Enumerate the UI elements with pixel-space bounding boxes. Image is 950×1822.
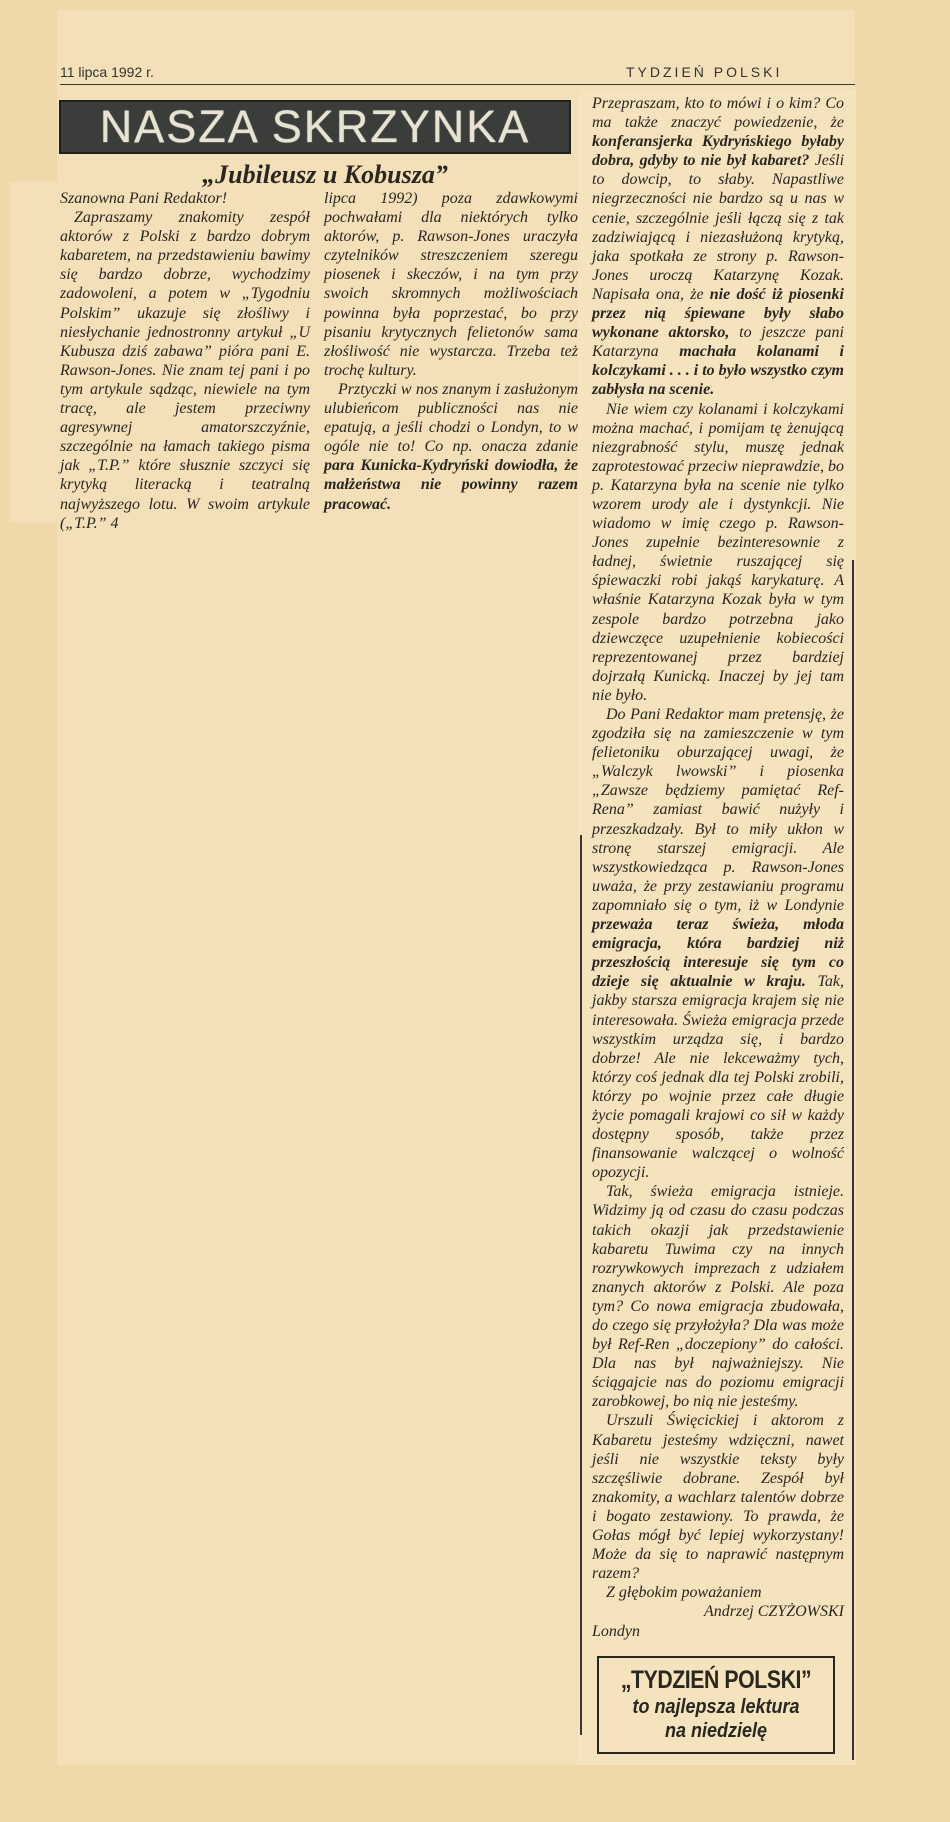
paragraph xyxy=(324,380,578,514)
bold-run: para Kunicka-Kydryński dowiodła, że małżeństwa nie powinny razem pracować. xyxy=(324,457,578,513)
paragraph: Zapraszamy znakomity zespół aktorów z Polski z bardzo dobrym kabaretem, na przedstawieniu bawimy się bardzo dobrze, wychodzimy zadowoleni, a potem w „Tygodniu Polskim” ukazuje się złośliwy i niesłychanie jednostronny artykuł „U Kubusza dziś zabawa” pióra pani E. Rawson-Jones. Nie znam tej pani i po tym artykule sądząc, niewiele na tym tracę, ale jestem przeciwny agresywnej amatorszczyźnie, szczególnie na łamach takiego pisma jak „T.P.” które słusznie szczyci się krytyką literacką i teatralną najwyższego lotu. W swoim artykule („T.P.” 4 xyxy=(60,209,310,532)
promo-line: to najlepsza lektura xyxy=(632,1696,800,1718)
closing: Z głębokim poważaniem xyxy=(606,1584,762,1602)
bold-run: nie dość iż piosenki przez nią śpiewane były słabo wykonane aktorsko, xyxy=(592,285,844,342)
header-rule xyxy=(60,84,855,85)
newspaper-name: TYDZIEŃ POLSKI xyxy=(626,64,783,80)
column-2 xyxy=(324,189,578,514)
section-title: NASZA SKRZYNKA xyxy=(99,101,531,152)
text-run: Do Pani Redaktor mam pretensję, że zgodziła się na zamieszczenie w tym felietoniku oburzającej uwagi, że „Walczyk lwowski” i piosenka „Zawsze będziemy pamiętać Ref-Rena” zamiast bawić nużyły i przeszkadzały. Był to miły ukłon w stronę starszej emigracji. Ale wszystkowiedząca p. Rawson-Jones uważa, że przy zestawianiu programu zapomniało się o tym, iż w Londynie xyxy=(592,706,844,914)
paragraph: Urszuli Święcickiej i aktorom z Kabaretu jesteśmy wdzięczni, nawet jeśli nie wszystkie teksty były szczęśliwie dobrane. Zespół był znakomity, a wachlarz talentów dobrze i bogato zestawiony. To prawda, że Gołas mógł być lepiej wykorzystany! Może da się to naprawić następnym razem? xyxy=(592,1412,844,1583)
text-run: Prztyczki w nos znanym i zasłużonym ulubieńcom publiczności nas nie epatują, a jeśli chodzi o Londyn, to w ogóle nie to! Co np. onacza zdanie xyxy=(324,380,578,456)
promo-line: na niedzielę xyxy=(664,1720,768,1742)
text-run: to jeszcze pani Katarzyna xyxy=(592,324,844,361)
issue-date: 11 lipca 1992 r. xyxy=(60,64,154,80)
column-1 xyxy=(60,189,310,533)
author-city: Londyn xyxy=(592,1622,640,1640)
bold-run: machała kolanami i kolczykami . . . i to było wszystko czym zabłysła na scenie. xyxy=(592,343,845,399)
promo-title: „TYDZIEŃ POLSKI” xyxy=(620,1666,812,1694)
bold-run: konferansjerka Kydryńskiego byłaby dobra, gdyby to nie był kabaret? xyxy=(592,133,844,170)
text-run: Jeśli to dowcip, to słaby. Napastliwe niegrzeczności nie bardzo są u nas w cenie, szczególnie jeśli łączą się z tak zadziwiającą i niezasłużoną krytyką, jaka spotkała ze strony p. Rawson-Jones uroczą Katarzynę Kozak. Napisała ona, że xyxy=(592,152,845,303)
paragraph: Nie wiem czy kolanami i kolczykami można machać, i pomijam tę żenującą niezgrabność stylu, muszę jednak zaprotestować przeciw nieprawdzie, bo p. Katarzyna była na scenie nie tylko wzorem urody ale i dystynkcji. Nie wiadomo w imię czego p. Rawson-Jones zupełnie bezinteresownie z ładnej, świetnie ruszającej się śpiewaczki robi jakąś karykaturę. A właśnie Katarzyna Kozak była w tym zespole bardzo potrzebna jako dziewczęce uzupełnienie kobiecości reprezentowanej przez bardziej dojrzałą Kunicką. Inaczej by jej tam nie było. xyxy=(592,400,844,704)
paragraph: Tak, świeża emigracja istnieje. Widzimy ją od czasu do czasu podczas takich okazji jak przedstawienie kabaretu Tuwima czy na innych rozrywkowych imprezach z udziałem znanych aktorów z Polski. Ale poza tym? Co nowa emigracja zbudowała, do czego się przyłożyła? Dla was może był Ref-Ren „doczepiony” do całości. Dla nas był najważniejszy. Nie ściągajcie nas do poziomu emigracji zarobkowej, bo nią nie jesteśmy. xyxy=(592,1183,844,1411)
column-3 xyxy=(592,94,844,1641)
column-rule xyxy=(580,835,582,1735)
page-header xyxy=(60,62,855,82)
salutation: Szanowna Pani Redaktor! xyxy=(60,190,228,207)
column-rule xyxy=(852,560,854,1760)
paragraph: lipca 1992) poza zdawkowymi pochwałami dla niektórych tylko aktorów, p. Rawson-Jones uraczyła czytelników streszczeniem szeregu piosenek i skeczów, i na tym przy swoich skromnych możliwościach powinna była poprzestać, bo przy pisaniu krytycznych felietonów sama złośliwość nie wystarcza. Trzeba też trochę kultury. xyxy=(324,190,578,379)
text-run: Przepraszam, kto to mówi i o kim? Co ma także znaczyć powiedzenie, że xyxy=(592,95,844,132)
article-headline: „Jubileusz u Kobusza” xyxy=(202,160,448,189)
text-run: Tak, jakby starsza emigracja krajem się nie interesowała. Świeża emigracja przede wszystkim urządza się, i bardzo dobrze! Ale nie lekceważmy tych, którzy coś jednak dla tej Polski zrobili, którzy po wojnie przez całe długie życie pomagali krajowi co sił w każdy dostępny sposób, także przez finansowanie walczącej o wolność opozycji. xyxy=(592,973,844,1182)
paragraph xyxy=(592,705,844,1182)
paragraph xyxy=(592,94,844,400)
section-masthead xyxy=(59,100,571,154)
author-signature: Andrzej CZYŻOWSKI xyxy=(703,1603,844,1621)
promo-box xyxy=(597,1656,835,1754)
bold-run: przeważa teraz świeża, młoda emigracja, która bardziej niż przeszłością interesuje się tym co dzieje się aktualnie w kraju. xyxy=(592,916,844,991)
